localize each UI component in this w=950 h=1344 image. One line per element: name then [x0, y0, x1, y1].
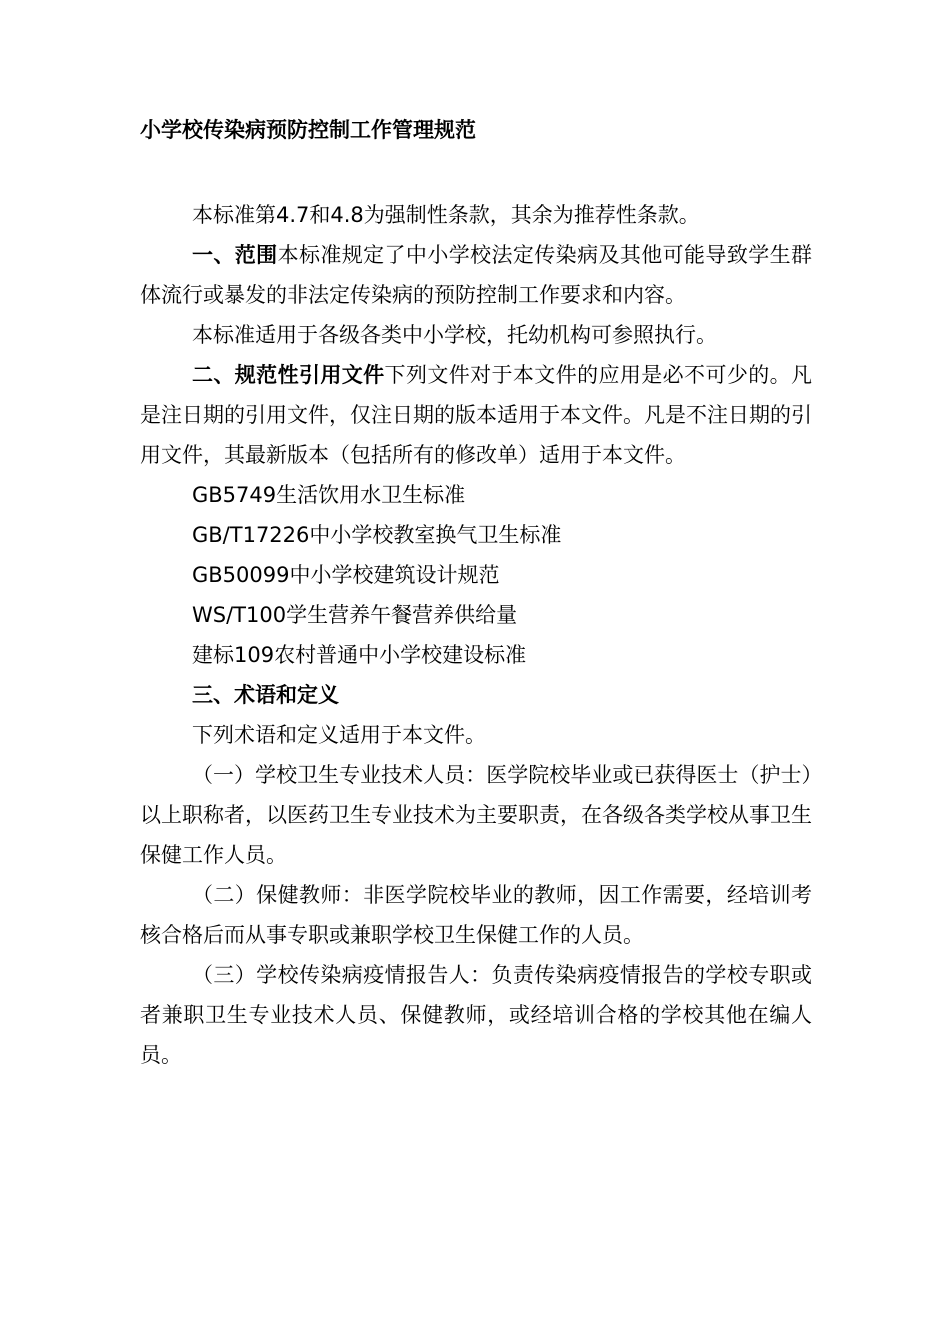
scope-paragraph [140, 235, 812, 315]
reference-item-jianbiao109: 建标109农村普通中小学校建设标准 [192, 643, 527, 667]
scope-text: 本标准规定了中小学校法定传染病及其他可能导致学生群体流行或暴发的非法定传染病的预防控制工作要求和内容。 [140, 243, 813, 307]
scope-heading: 一、范围 [192, 243, 278, 267]
reference-item-gbt17226: GB/T17226中小学校教室换气卫生标准 [192, 523, 562, 547]
mandatory-clause-note: 本标准第4.7和4.8为强制性条款，其余为推荐性条款。 [192, 203, 700, 227]
term-definition-health-teacher: （二）保健教师：非医学院校毕业的教师，因工作需要，经培训考核合格后而从事专职或兼职学校卫生保健工作的人员。 [140, 883, 812, 947]
reference-item-gb5749: GB5749生活饮用水卫生标准 [192, 483, 466, 507]
scope-applicability: 本标准适用于各级各类中小学校，托幼机构可参照执行。 [192, 323, 717, 347]
reference-item-wst100: WS/T100学生营养午餐营养供给量 [192, 603, 518, 627]
references-heading: 二、规范性引用文件 [192, 363, 385, 387]
reference-item-gb50099: GB50099中小学校建筑设计规范 [192, 563, 500, 587]
document-title: 小学校传染病预防控制工作管理规范 [140, 118, 476, 142]
term-definition-epidemic-reporter: （三）学校传染病疫情报告人：负责传染病疫情报告的学校专职或者兼职卫生专业技术人员、保健教师，或经培训合格的学校其他在编人员。 [140, 963, 812, 1067]
references-paragraph [140, 355, 812, 475]
terms-heading: 三、术语和定义 [192, 683, 339, 707]
terms-intro: 下列术语和定义适用于本文件。 [192, 723, 486, 747]
document-body [140, 195, 812, 1075]
references-text: 下列文件对于本文件的应用是必不可少的。凡是注日期的引用文件，仅注日期的版本适用于本文件。凡是不注日期的引用文件，其最新版本（包括所有的修改单）适用于本文件。 [140, 363, 813, 467]
term-definition-school-health-staff: （一）学校卫生专业技术人员：医学院校毕业或已获得医士（护士）以上职称者，以医药卫生专业技术为主要职责，在各级各类学校从事卫生保健工作人员。 [140, 763, 812, 867]
